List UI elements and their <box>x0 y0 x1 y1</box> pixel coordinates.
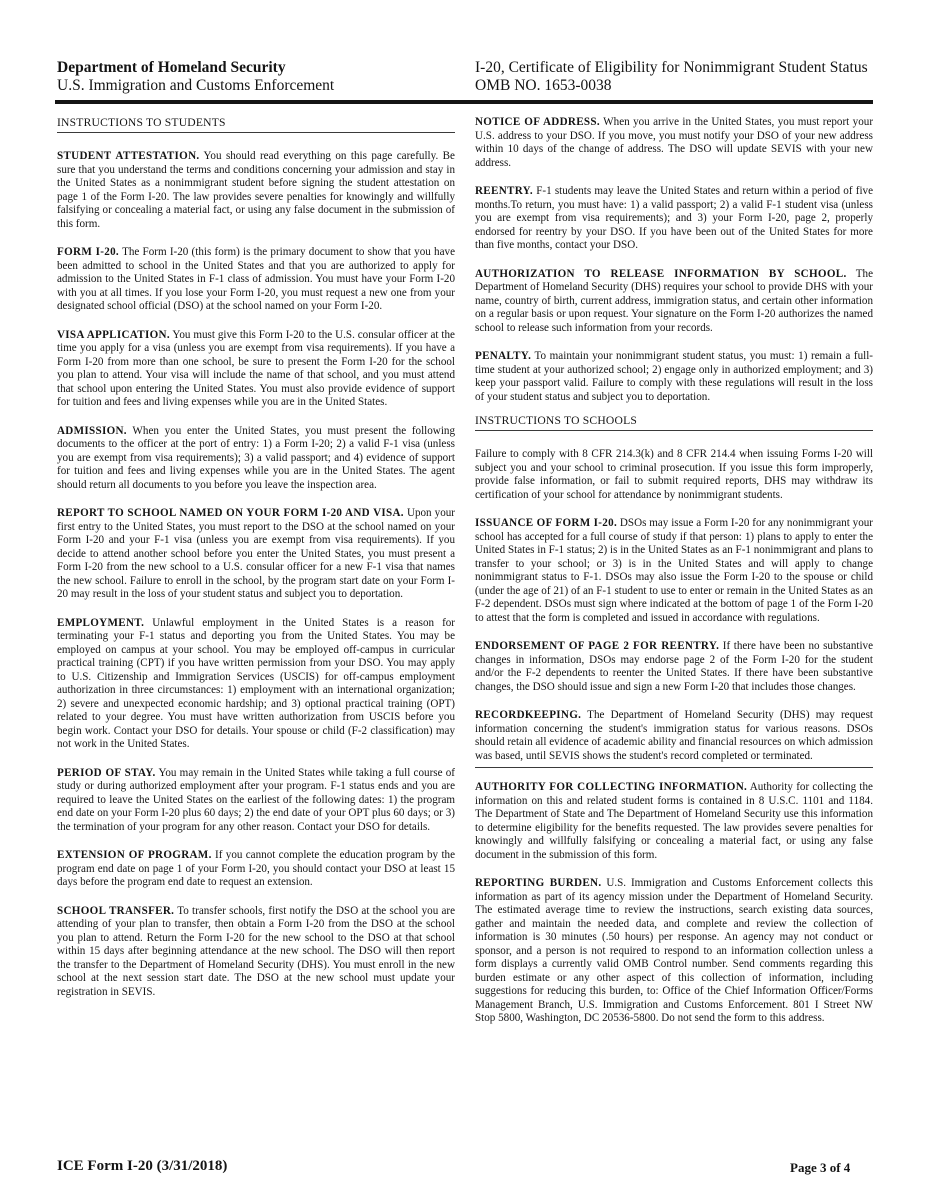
page-number: Page 3 of 4 <box>790 1160 851 1175</box>
paragraph-period-of-stay <box>57 767 455 835</box>
paragraph-body: DSOs may issue a Form I-20 for any nonimmigrant your school has accepted for a full course of study if that person: 1) plans to apply to enter the United States in F-1 status; 2) is in the United States as an F-1 nonimmigrant and plans to transfer to your school; or 3) is in the United States and will apply to change nonimmigrant status to F-1. DSOs may also issue the Form I-20 to the spouse or child (under the age of 21) of an F-1 student to use to enter or remain in the United States as an F-2 dependent. DSOs must sign where indicated at the bottom of page 1 of the Form I-20 to attest that the form is completed and issued in accordance with regulations. <box>475 517 873 624</box>
paragraph-visa-application <box>57 329 455 410</box>
paragraph-title: PERIOD OF STAY. <box>57 766 156 779</box>
paragraph-body: If there have been no substantive changes in information, DSOs may endorse page 2 of the Form I-20 for the student and/or the F-2 dependents to reenter the United States. If there have been substantive changes, the DSO should issue and sign a new Form I-20 that includes those changes. <box>475 640 874 693</box>
paragraph-title: STUDENT ATTESTATION. <box>57 150 200 162</box>
paragraph-body: You must give this Form I-20 to the U.S. consular officer at the time you apply for a visa (unless you are exempt from visa requirements). If you have a Form I-20 from more than one school, be sure to present the Form I-20 for the school you plan to attend. Your visa will include the name of that school, and you must attend that school upon entering the United States. You must also provide evidence of support for tuition and fees and living expenses while you are in the United States. <box>57 328 455 408</box>
header-divider <box>55 100 873 104</box>
bureau-name: U.S. Immigration and Customs Enforcement <box>57 77 335 94</box>
paragraph-title: FORM I-20. <box>57 246 120 258</box>
paragraph-extension-of-program <box>57 849 455 890</box>
paragraph-issuance <box>475 517 873 625</box>
paragraph-authorization-release <box>475 268 873 336</box>
schools-heading: INSTRUCTIONS TO SCHOOLS <box>475 408 873 431</box>
paragraph-body: Unlawful employment in the United States is a reason for terminating your F-1 status and deporting you from the United States. You may be employed on campus at your school. You may be employed off-campus in curricular practical training (CPT) if you have written permission from your DSO. You may apply to U.S. Citizenship and Immigration Services (USCIS) for off-campus employment authorization in three circumstances: 1) employment with an international organization; 2) severe and unexpected economic hardship; and 3) optional practical training (OPT) related to your degree. You must have written authorization from USCIS before you begin work. Contact your DSO for details. Your spouse or child (F-2 classification) may not work in the United States. <box>57 616 456 750</box>
paragraph-body: U.S. Immigration and Customs Enforcement collects this information as part of its agency mission under the Department of Homeland Security. The estimated average time to review the instructions, search existing data sources, gather and maintain the needed data, and complete and review the collection of information is 30 minutes (.50 hours) per response. An agency may not conduct or sponsor, and a person is not required to respond to an information collection unless a form displays a currently valid OMB Control number. Send comments regarding this burden estimate or any other aspect of this collection of information, including suggestions for reducing this burden, to: Office of the Chief Information Officer/Forms Management Branch, U.S. Immigration and Customs Enforcement. 801 I Street NW Stop 5800, Washington, DC 20536-5800. Do not send the form to this address. <box>475 877 873 1024</box>
paragraph-body: To transfer schools, first notify the DSO at the school you are attending of your plan to transfer, then obtain a Form I-20 from the DSO at the school you plan to attend. Return the Form I-20 for the new school to the DSO at that school within 15 days after beginning attendance at the new school. The DSO will then report the transfer to the Department of Homeland Security (DHS). You must enroll in the new school at the next session start date. The DSO at the new school must update your registration in SEVIS. <box>57 904 456 998</box>
agency-name: Department of Homeland Security <box>57 59 286 76</box>
paragraph-title: NOTICE OF ADDRESS. <box>475 116 600 128</box>
paragraph-title: REPORTING BURDEN. <box>475 877 602 889</box>
paragraph-notice-of-address <box>475 116 873 170</box>
paragraph-authority <box>475 781 873 862</box>
paragraph-school-transfer <box>57 905 455 1000</box>
paragraph-body: The Department of Homeland Security (DHS) may request information concerning the student's immigration status for various reasons. DSOs should retain all evidence of academic ability and financial resources on which admission was based, until SEVIS shows the student's record completed or terminated. <box>475 709 874 762</box>
left-column <box>57 110 455 1014</box>
paragraph-student-attestation <box>57 150 455 231</box>
paragraph-body: You may remain in the United States while taking a full course of study or during authorized employment after your program. F-1 status ends and you are required to leave the United States on the earliest of the following dates: 1) the program end date on your Form I-20 plus 60 days; 2) the end date of your OPT plus 60 days; or 3) the termination of your program for any other reason. Contact your DSO for details. <box>57 766 455 833</box>
paragraph-body: When you enter the United States, you must present the following documents to the officer at the port of entry: 1) a Form I-20; 2) a valid F-1 visa (unless you are exempt from visa requirements); 3) a valid passport; and 4) evidence of support for tuition and fees and living expenses while you are in the United States. The agent should return all documents to you before you leave the inspection area. <box>57 424 455 491</box>
paragraph-body: If you cannot complete the education program by the program end date on page 1 of your Form I-20, you should contact your DSO at least 15 days before the program end date to request an extension. <box>57 849 455 888</box>
paragraph-penalty <box>475 350 873 404</box>
paragraph-title: EMPLOYMENT. <box>57 616 145 629</box>
paragraph-body: You should read everything on this page carefully. Be sure that you understand the terms and conditions concerning your admission and stay in the United States as a nonimmigrant student before signing the student attestation on page 1 of the Form I-20. The law provides severe penalties for knowingly and willfully falsifying or concealing a material fact, or using any false document in the submission of this form. <box>57 150 455 230</box>
paragraph-body: Upon your first entry to the United States, you must report to the DSO at the school named on your Form I-20 and your F-1 visa (unless you are exempt from visa requirements). If you decide to attend another school before you enter the United States, you must present a Form I-20 from the new school to a U.S. consular officer for a new F-1 visa that names the new school. Failure to enroll in the school, by the program start date on your Form I-20 may result in the loss of your student status and subject you to deportation. <box>57 507 455 600</box>
paragraph-title: RECORDKEEPING. <box>475 709 582 721</box>
paragraph-reentry <box>475 185 873 253</box>
paragraph-title: REPORT TO SCHOOL NAMED ON YOUR FORM I-20 AND VISA. <box>57 507 404 519</box>
omb-number: OMB NO. 1653-0038 <box>475 77 612 94</box>
paragraph-body: The Form I-20 (this form) is the primary document to show that you have been admitted to school in the United States and that you are authorized to apply for admission to the United States in F-1 class of admission. You must have your Form I-20 with you at all times. If you lose your Form I-20, you must request a new one from your designated school official (DSO) at the school named on your Form I-20. <box>57 246 455 312</box>
paragraph-title: REENTRY. <box>475 185 534 197</box>
paragraph-title: PENALTY. <box>475 350 532 362</box>
paragraph-body: F-1 students may leave the United States and return within a period of five months.To return, you must have: 1) a valid passport; 2) a valid F-1 student visa (unless you are exempt from visa requirements); and 3) your Form I-20, page 2, properly endorsed for reentry by your DSO. If you have been out of the United States for more than five months, contact your DSO. <box>475 185 873 251</box>
right-column <box>475 110 873 1041</box>
paragraph-report-to-school <box>57 507 455 602</box>
paragraph-body: To maintain your nonimmigrant student status, you must: 1) remain a full-time student at your authorized school; 2) engage only in authorized employment; and 3) keep your passport valid. Failure to comply with these regulations will result in the loss of your student status and subject you to deportation. <box>475 350 873 403</box>
paragraph-title: ENDORSEMENT OF PAGE 2 FOR REENTRY. <box>475 640 720 652</box>
paragraph-body: The Department of Homeland Security (DHS) requires your school to provide DHS with your name, country of birth, current address, immigration status, and certain other information on a regular basis or upon request. Your signature on the Form I-20 authorizes the named school to release such information from your records. <box>475 267 873 334</box>
form-identifier: ICE Form I-20 (3/31/2018) <box>57 1158 228 1174</box>
paragraph-reporting-burden <box>475 877 873 1026</box>
paragraph-recordkeeping <box>475 709 873 768</box>
paragraph-body: Authority for collecting the information on this and related student forms is contained in 8 U.S.C. 1101 and 1184. The Department of State and The Department of Homeland Security use this information to determine eligibility for the benefits requested. The law provides severe penalties for knowingly and willfully falsifying or concealing a material fact, or using any false document in the submission of this form. <box>475 781 873 861</box>
paragraph-admission <box>57 425 455 493</box>
paragraph-title: VISA APPLICATION. <box>57 328 170 341</box>
paragraph-title: SCHOOL TRANSFER. <box>57 904 175 917</box>
paragraph-schools-intro: Failure to comply with 8 CFR 214.3(k) and 8 CFR 214.4 when issuing Forms I-20 will subject you and your school to criminal prosecution. If you issue this form improperly, provide false information, or fail to submit required reports, DHS may withdraw its certification of your school for attendance by nonimmigrant students. <box>475 448 873 501</box>
page-header <box>0 0 925 110</box>
form-title: I-20, Certificate of Eligibility for Nonimmigrant Student Status <box>475 59 868 76</box>
paragraph-title: ISSUANCE OF FORM I-20. <box>475 517 618 529</box>
paragraph-employment <box>57 617 455 752</box>
paragraph-form-i20 <box>57 246 455 314</box>
paragraph-endorsement <box>475 640 873 694</box>
paragraph-title: ADMISSION. <box>57 424 127 437</box>
students-heading: INSTRUCTIONS TO STUDENTS <box>57 110 455 133</box>
paragraph-title: AUTHORIZATION TO RELEASE INFORMATION BY SCHOOL. <box>475 267 847 280</box>
paragraph-body: When you arrive in the United States, you must report your U.S. address to your DSO. If you move, you must notify your DSO of your new address within 10 days of the change of address. The DSO will update SEVIS with your new address. <box>475 116 874 169</box>
paragraph-title: AUTHORITY FOR COLLECTING INFORMATION. <box>475 781 748 793</box>
paragraph-title: EXTENSION OF PROGRAM. <box>57 849 212 861</box>
